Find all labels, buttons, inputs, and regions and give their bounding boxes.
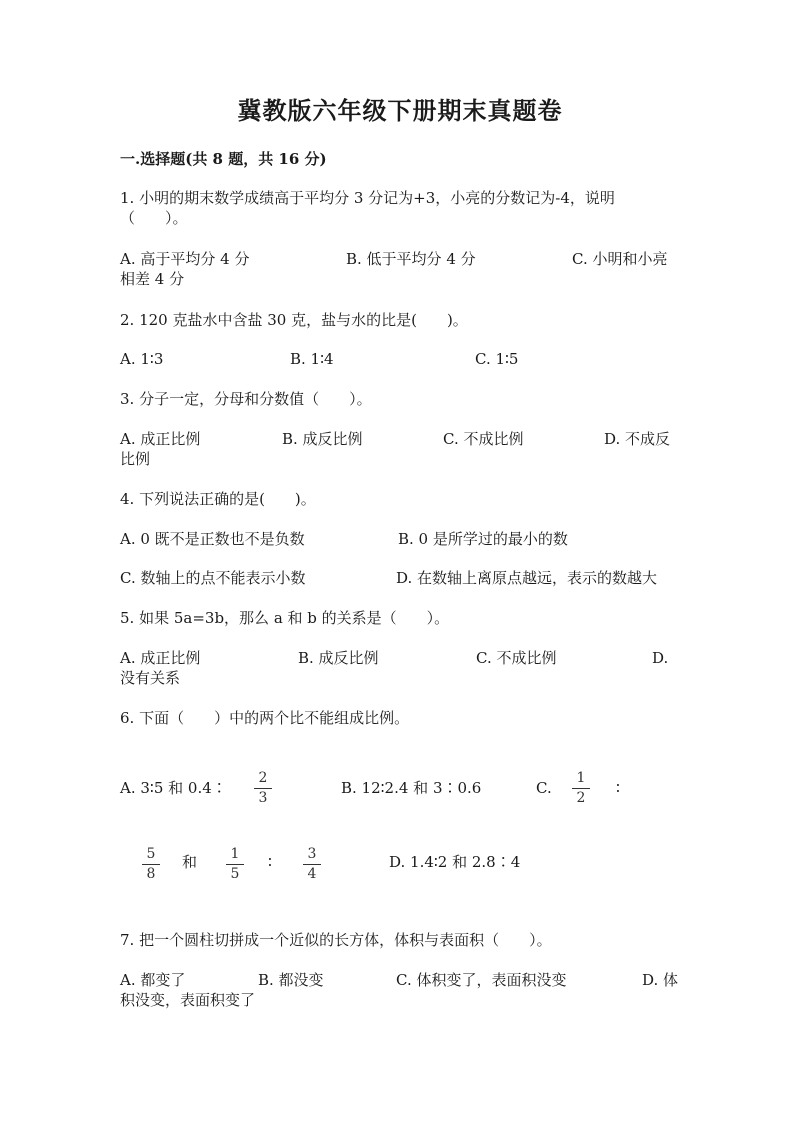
fraction-one-half: 1 2 xyxy=(569,770,593,806)
option-d: D. 体 xyxy=(642,971,679,989)
option-c: C. 体积变了，表面积没变 xyxy=(396,971,567,989)
question-stem: 6. 下面（ ）中的两个比不能组成比例。 xyxy=(120,709,410,727)
fraction-three-quarters: 3 4 xyxy=(300,846,324,882)
page-title: 冀教版六年级下册期末真题卷 xyxy=(237,96,563,125)
ratio-colon: ∶ xyxy=(616,779,620,797)
option-d: D. xyxy=(652,649,669,667)
option-c: C. 数轴上的点不能表示小数 xyxy=(120,569,306,587)
option-d: D. 在数轴上离原点越远，表示的数越大 xyxy=(396,569,658,587)
question-stem: 4. 下列说法正确的是( )。 xyxy=(120,490,316,508)
fraction-two-thirds: 2 3 xyxy=(251,770,275,806)
section-heading-choice: 一.选择题(共 8 题，共 16 分) xyxy=(120,150,327,168)
question-stem-cont: （ ）。 xyxy=(120,209,188,227)
option-c: C. 不成比例 xyxy=(476,649,557,667)
option-a: A. 3∶5 和 0.4∶ xyxy=(120,779,227,797)
option-c-cont: 相差 4 分 xyxy=(120,270,185,288)
option-a: A. 成正比例 xyxy=(120,430,201,448)
option-d: D. 1.4∶2 和 2.8∶4 xyxy=(389,853,521,871)
fraction-five-eighths: 5 8 xyxy=(139,846,163,882)
option-b: B. 低于平均分 4 分 xyxy=(346,250,476,268)
option-a: A. 高于平均分 4 分 xyxy=(120,250,250,268)
option-b: B. 成反比例 xyxy=(282,430,363,448)
option-b: B. 1∶4 xyxy=(290,350,334,368)
option-b: B. 成反比例 xyxy=(298,649,379,667)
option-d-cont: 积没变，表面积变了 xyxy=(120,991,256,1009)
ratio-colon: ∶ xyxy=(268,853,272,871)
option-c: C. 1∶5 xyxy=(475,350,519,368)
question-stem: 1. 小明的期末数学成绩高于平均分 3 分记为+3，小亮的分数记为-4，说明 xyxy=(120,189,615,207)
option-d: D. 不成反 xyxy=(604,430,671,448)
question-stem: 2. 120 克盐水中含盐 30 克，盐与水的比是( )。 xyxy=(120,311,468,329)
option-a: A. 0 既不是正数也不是负数 xyxy=(120,530,305,548)
option-a: A. 都变了 xyxy=(120,971,186,989)
option-b: B. 0 是所学过的最小的数 xyxy=(398,530,568,548)
question-stem: 7. 把一个圆柱切拼成一个近似的长方体，体积与表面积（ ）。 xyxy=(120,931,552,949)
option-d-cont: 没有关系 xyxy=(120,669,181,687)
option-a: A. 成正比例 xyxy=(120,649,201,667)
option-b: B. 12∶2.4 和 3∶0.6 xyxy=(341,779,482,797)
conjunction-and: 和 xyxy=(182,853,198,871)
option-a: A. 1∶3 xyxy=(120,350,164,368)
option-c: C. xyxy=(536,779,552,797)
option-b: B. 都没变 xyxy=(258,971,324,989)
question-stem: 3. 分子一定，分母和分数值（ ）。 xyxy=(120,390,372,408)
question-stem: 5. 如果 5a=3b，那么 a 和 b 的关系是（ ）。 xyxy=(120,609,450,627)
option-c: C. 小明和小亮 xyxy=(572,250,668,268)
option-d-cont: 比例 xyxy=(120,450,151,468)
option-c: C. 不成比例 xyxy=(443,430,524,448)
fraction-one-fifth: 1 5 xyxy=(223,846,247,882)
